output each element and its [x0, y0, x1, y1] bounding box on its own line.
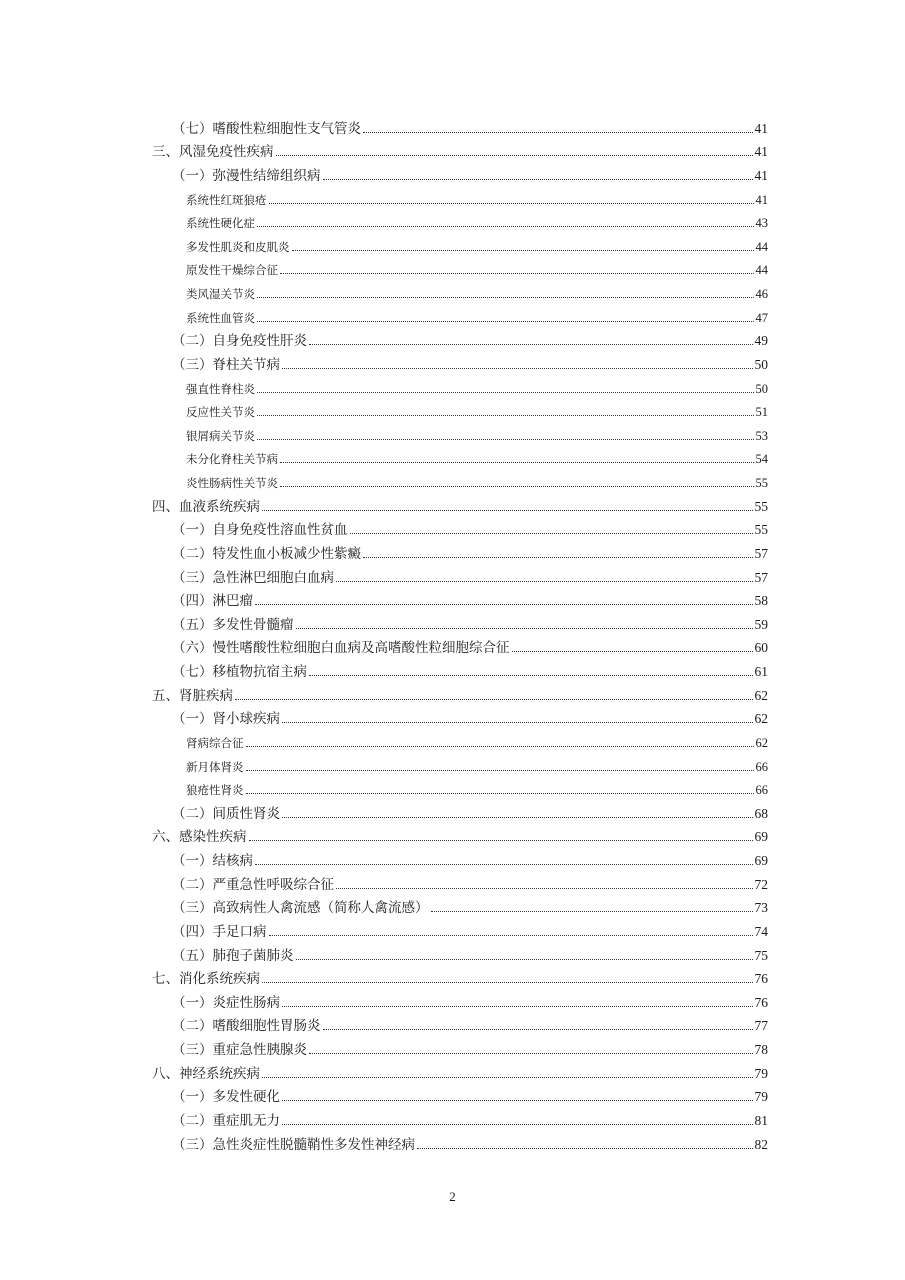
toc-entry-page: 59	[754, 616, 768, 632]
toc-entry-page: 68	[754, 805, 768, 821]
toc-entry[interactable]	[0, 873, 905, 897]
toc-entry-page: 41	[754, 167, 768, 183]
toc-entry[interactable]	[0, 424, 905, 448]
toc-entry-page: 41	[754, 144, 768, 160]
dot-leader	[269, 935, 753, 936]
toc-entry-title: 原发性干燥综合征	[186, 263, 278, 278]
toc-entry[interactable]	[0, 377, 905, 401]
toc-entry[interactable]	[0, 330, 905, 354]
toc-entry-page: 55	[755, 476, 768, 490]
dot-leader	[296, 628, 753, 629]
toc-entry-page: 73	[754, 900, 768, 916]
toc-entry-title: 新月体肾炎	[186, 759, 244, 774]
toc-entry-title: 银屑病关节炎	[186, 428, 255, 443]
toc-entry-title: 系统性硬化症	[186, 216, 255, 231]
dot-leader	[296, 959, 753, 960]
toc-entry-page: 57	[754, 569, 768, 585]
dot-leader	[257, 439, 754, 440]
toc-entry-page: 41	[755, 192, 768, 207]
toc-entry-title: （一）弥漫性结缔组织病	[172, 167, 321, 184]
toc-entry[interactable]	[0, 991, 905, 1015]
toc-entry[interactable]	[0, 849, 905, 873]
toc-entry-page: 47	[755, 310, 768, 325]
toc-entry[interactable]	[0, 779, 905, 803]
dot-leader	[262, 1077, 753, 1078]
toc-entry-page: 60	[754, 640, 768, 656]
toc-entry[interactable]	[0, 1038, 905, 1062]
toc-entry-title: 未分化脊柱关节病	[186, 452, 278, 467]
toc-entry-page: 62	[754, 687, 768, 703]
dot-leader	[257, 415, 754, 416]
dot-leader	[257, 226, 754, 227]
toc-entry-page: 74	[754, 923, 768, 939]
dot-leader	[280, 273, 754, 274]
dot-leader	[282, 368, 753, 369]
toc-entry[interactable]	[0, 920, 905, 944]
toc-entry-title: （五）多发性骨髓瘤	[172, 616, 294, 633]
dot-leader	[309, 344, 753, 345]
toc-entry[interactable]	[0, 212, 905, 236]
toc-entry-title: （五）肺孢子菌肺炎	[172, 947, 294, 964]
toc-entry-page: 77	[754, 1018, 768, 1034]
toc-entry[interactable]	[0, 282, 905, 306]
dot-leader	[269, 203, 754, 204]
toc-entry-title: 系统性血管炎	[186, 310, 255, 325]
toc-entry[interactable]	[0, 637, 905, 661]
toc-entry[interactable]	[0, 1062, 905, 1086]
toc-entry[interactable]	[0, 1086, 905, 1110]
toc-entry-title: （四）淋巴瘤	[172, 593, 253, 610]
toc-entry[interactable]	[0, 802, 905, 826]
toc-entry[interactable]	[0, 684, 905, 708]
toc-entry-title: （三）高致病性人禽流感（简称人禽流感）	[172, 900, 429, 917]
dot-leader	[323, 179, 753, 180]
toc-entry[interactable]	[0, 897, 905, 921]
toc-entry-page: 53	[755, 428, 768, 443]
dot-leader	[249, 840, 753, 841]
toc-entry-page: 72	[754, 876, 768, 892]
toc-entry-page: 79	[754, 1065, 768, 1081]
toc-entry[interactable]	[0, 731, 905, 755]
dot-leader	[246, 746, 754, 747]
toc-entry-title: 七、消化系统疾病	[152, 971, 260, 988]
dot-leader	[257, 321, 754, 322]
toc-entry-page: 82	[754, 1136, 768, 1152]
toc-entry-title: 多发性肌炎和皮肌炎	[186, 239, 290, 254]
toc-entry-page: 55	[754, 498, 768, 514]
toc-entry-title: 六、感染性疾病	[152, 829, 247, 846]
dot-leader	[257, 297, 754, 298]
toc-entry[interactable]	[0, 542, 905, 566]
table-of-contents	[0, 117, 905, 1157]
dot-leader	[363, 132, 753, 133]
toc-entry[interactable]	[0, 566, 905, 590]
toc-entry-page: 76	[754, 994, 768, 1010]
toc-entry[interactable]	[0, 164, 905, 188]
dot-leader	[363, 557, 753, 558]
toc-entry-title: 五、肾脏疾病	[152, 687, 233, 704]
dot-leader	[262, 510, 753, 511]
toc-entry-title: 四、血液系统疾病	[152, 498, 260, 515]
dot-leader	[336, 581, 753, 582]
dot-leader	[323, 1029, 753, 1030]
toc-entry-page: 54	[755, 452, 768, 467]
toc-entry-page: 43	[755, 216, 768, 231]
toc-entry-page: 44	[755, 239, 768, 254]
toc-entry-title: （二）特发性血小板减少性紫癜	[172, 545, 361, 562]
toc-entry[interactable]	[0, 590, 905, 614]
toc-entry-page: 44	[755, 263, 768, 278]
toc-entry-title: （一）炎症性肠病	[172, 994, 280, 1011]
dot-leader	[282, 722, 753, 723]
toc-entry-page: 55	[754, 522, 768, 538]
toc-entry-page: 57	[754, 545, 768, 561]
toc-entry-page: 81	[754, 1112, 768, 1128]
toc-entry[interactable]	[0, 306, 905, 330]
toc-entry[interactable]	[0, 1109, 905, 1133]
dot-leader	[262, 982, 753, 983]
toc-entry-title: 反应性关节炎	[186, 405, 255, 420]
toc-entry-page: 66	[755, 759, 768, 774]
toc-entry-title: （一）结核病	[172, 853, 253, 869]
toc-entry[interactable]	[0, 968, 905, 992]
toc-entry[interactable]	[0, 259, 905, 283]
toc-entry-page: 78	[754, 1042, 768, 1057]
toc-entry[interactable]	[0, 448, 905, 472]
dot-leader	[280, 462, 754, 463]
toc-entry[interactable]	[0, 826, 905, 850]
toc-entry-title: （七）移植物抗宿主病	[172, 664, 307, 680]
dot-leader	[280, 486, 754, 487]
toc-entry[interactable]	[0, 188, 905, 212]
toc-entry-page: 76	[754, 971, 768, 987]
dot-leader	[350, 533, 753, 534]
dot-leader	[282, 817, 753, 818]
dot-leader	[255, 604, 753, 605]
toc-entry-page: 46	[755, 287, 768, 301]
dot-leader	[282, 1100, 753, 1101]
toc-entry-page: 49	[754, 333, 768, 349]
dot-leader	[292, 250, 754, 251]
dot-leader	[512, 651, 753, 652]
dot-leader	[282, 1124, 753, 1125]
toc-entry-title: （二）自身免疫性肝炎	[172, 333, 307, 350]
toc-entry-title: （二）间质性肾炎	[172, 805, 280, 822]
toc-entry-title: 狼疮性肾炎	[186, 783, 244, 798]
toc-entry-title: 肾病综合征	[186, 735, 244, 750]
toc-entry[interactable]	[0, 141, 905, 165]
toc-entry-title: （三）重症急性胰腺炎	[172, 1042, 307, 1058]
toc-entry[interactable]	[0, 471, 905, 495]
dot-leader	[431, 911, 753, 912]
dot-leader	[276, 155, 753, 156]
toc-entry-title: （二）嗜酸细胞性胃肠炎	[172, 1018, 321, 1035]
dot-leader	[309, 1053, 753, 1054]
dot-leader	[309, 675, 753, 676]
toc-entry[interactable]	[0, 755, 905, 779]
toc-entry[interactable]	[0, 235, 905, 259]
dot-leader	[255, 864, 753, 865]
toc-entry-page: 50	[754, 356, 768, 372]
toc-entry[interactable]	[0, 708, 905, 732]
toc-entry-title: 炎性肠病性关节炎	[186, 476, 278, 490]
toc-entry-title: 强直性脊柱炎	[186, 381, 255, 396]
toc-entry[interactable]	[0, 1015, 905, 1039]
toc-entry-title: （一）肾小球疾病	[172, 711, 280, 728]
toc-entry[interactable]	[0, 519, 905, 543]
toc-entry[interactable]	[0, 401, 905, 425]
toc-entry-page: 69	[754, 829, 768, 845]
toc-entry[interactable]	[0, 353, 905, 377]
toc-entry-title: （七）嗜酸性粒细胞性支气管炎	[172, 120, 361, 137]
toc-entry-title: （三）脊柱关节病	[172, 356, 280, 373]
toc-entry-title: （一）多发性硬化	[172, 1089, 280, 1106]
toc-entry-page: 41	[754, 120, 768, 136]
toc-entry-title: 系统性红斑狼疮	[186, 192, 267, 207]
toc-entry-title: （二）重症肌无力	[172, 1112, 280, 1129]
toc-entry[interactable]	[0, 117, 905, 141]
toc-entry-title: （一）自身免疫性溶血性贫血	[172, 522, 348, 539]
toc-entry-page: 51	[755, 405, 768, 420]
toc-entry[interactable]	[0, 495, 905, 519]
toc-entry[interactable]	[0, 944, 905, 968]
toc-entry-title: 八、神经系统疾病	[152, 1065, 260, 1082]
dot-leader	[246, 793, 754, 794]
toc-entry-page: 79	[754, 1089, 768, 1105]
toc-entry[interactable]	[0, 613, 905, 637]
toc-entry-title: （四）手足口病	[172, 923, 267, 940]
page-number: 2	[449, 1189, 456, 1204]
toc-entry-title: 类风湿关节炎	[186, 287, 255, 301]
toc-entry-title: （二）严重急性呼吸综合征	[172, 876, 334, 893]
toc-entry[interactable]	[0, 660, 905, 684]
dot-leader	[257, 392, 754, 393]
toc-entry-title: （六）慢性嗜酸性粒细胞白血病及高嗜酸性粒细胞综合征	[172, 640, 510, 657]
toc-entry-page: 69	[754, 853, 768, 868]
dot-leader	[235, 699, 753, 700]
toc-entry-page: 66	[755, 783, 768, 798]
toc-entry-page: 62	[754, 711, 768, 727]
dot-leader	[246, 770, 754, 771]
dot-leader	[282, 1006, 753, 1007]
toc-entry-page: 50	[755, 381, 768, 396]
toc-entry-title: （三）急性淋巴细胞白血病	[172, 569, 334, 586]
toc-entry-page: 62	[755, 735, 768, 750]
toc-entry-page: 58	[754, 593, 768, 609]
dot-leader	[417, 1148, 753, 1149]
toc-entry-title: 三、风湿免疫性疾病	[152, 144, 274, 161]
toc-entry-title: （三）急性炎症性脱髓鞘性多发性神经病	[172, 1136, 415, 1153]
toc-entry[interactable]	[0, 1133, 905, 1157]
toc-entry-page: 61	[754, 664, 768, 679]
dot-leader	[336, 888, 753, 889]
toc-entry-page: 75	[754, 947, 768, 963]
